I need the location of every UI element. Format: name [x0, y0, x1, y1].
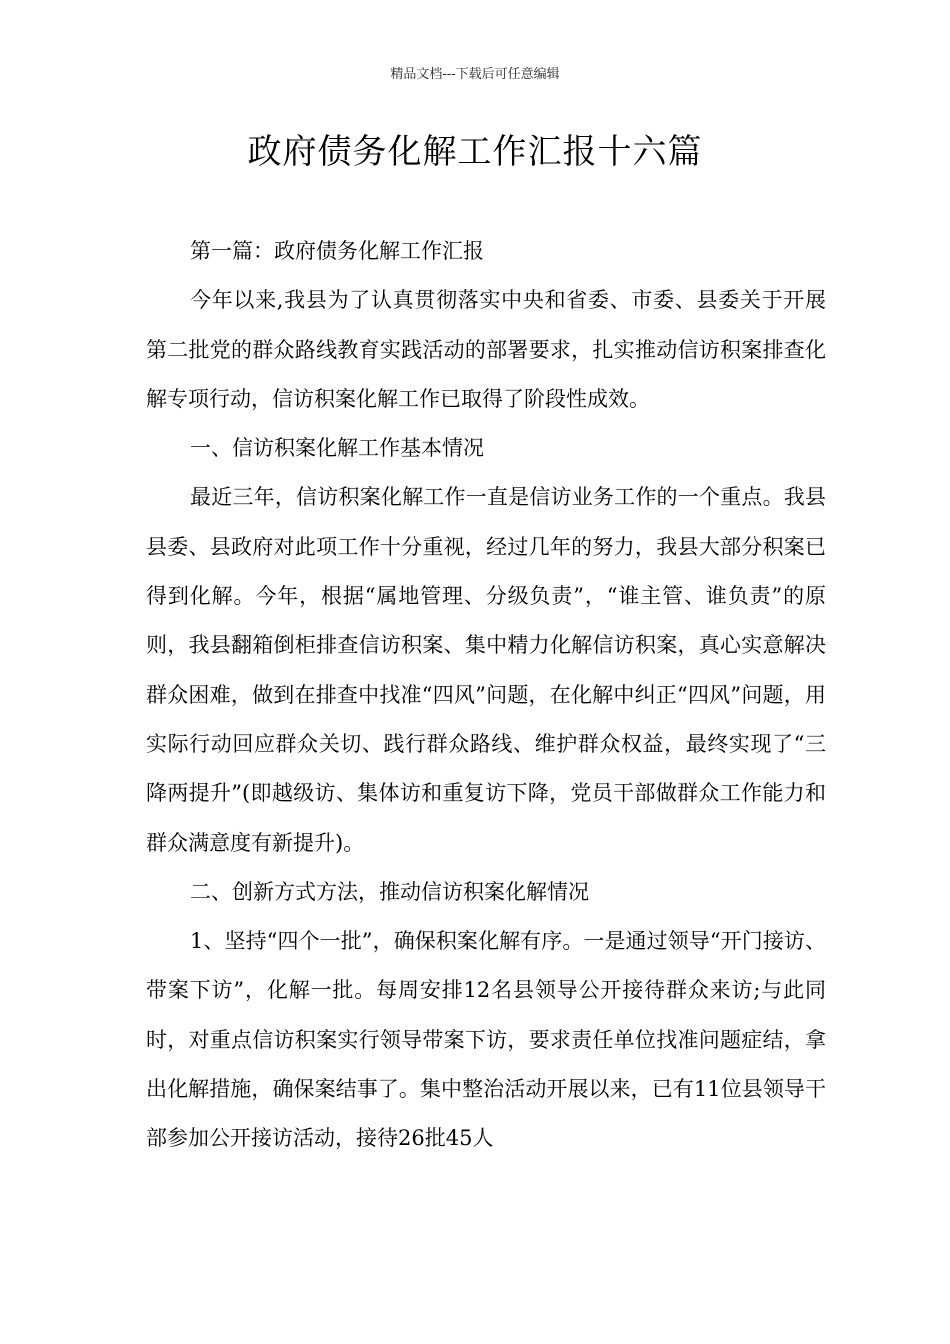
section-heading: 第一篇：政府债务化解工作汇报 — [190, 239, 484, 263]
section-heading: 一、信访积案化解工作基本情况 — [190, 436, 484, 461]
document-body — [146, 227, 826, 1164]
body-paragraph: 今年以来,我县为了认真贯彻落实中央和省委、市委、县委关于开展第二批党的群众路线教育实践活动的部署要求，扎实推动信访积案排查化解专项行动，信访积案化解工作已取得了阶段性成效。 — [146, 288, 826, 411]
section-heading: 二、创新方式方法，推动信访积案化解情况 — [190, 879, 589, 904]
body-paragraph: 最近三年，信访积案化解工作一直是信访业务工作的一个重点。我县县委、县政府对此项工作十分重视，经过几年的努力，我县大部分积案已得到化解。今年，根据“属地管理、分级负责”，“谁主管、谁负责”的原则，我县翻箱倒柜排查信访积案、集中精力化解信访积案，真心实意解决群众困难，做到在排查中找准“四风”问题，在化解中纠正“四风”问题，用实际行动回应群众关切、践行群众路线、维护群众权益，最终实现了“三降两提升”(即越级访、集体访和重复访下降，党员干部做群众工作能力和群众满意度有新提升)。 — [146, 485, 826, 855]
header-note: 精品文档---下载后可任意编辑 — [390, 67, 560, 82]
document-title: 政府债务化解工作汇报十六篇 — [247, 132, 703, 172]
body-paragraph: 1、坚持“四个一批”，确保积案化解有序。一是通过领导“开门接访、带案下访”，化解一批。每周安排12名县领导公开接待群众来访;与此同时，对重点信访积案实行领导带案下访，要求责任单位找准问题症结，拿出化解措施，确保案结事了。集中整治活动开展以来，已有11位县领导干部参加公开接访活动，接待26批45人 — [146, 929, 826, 1151]
